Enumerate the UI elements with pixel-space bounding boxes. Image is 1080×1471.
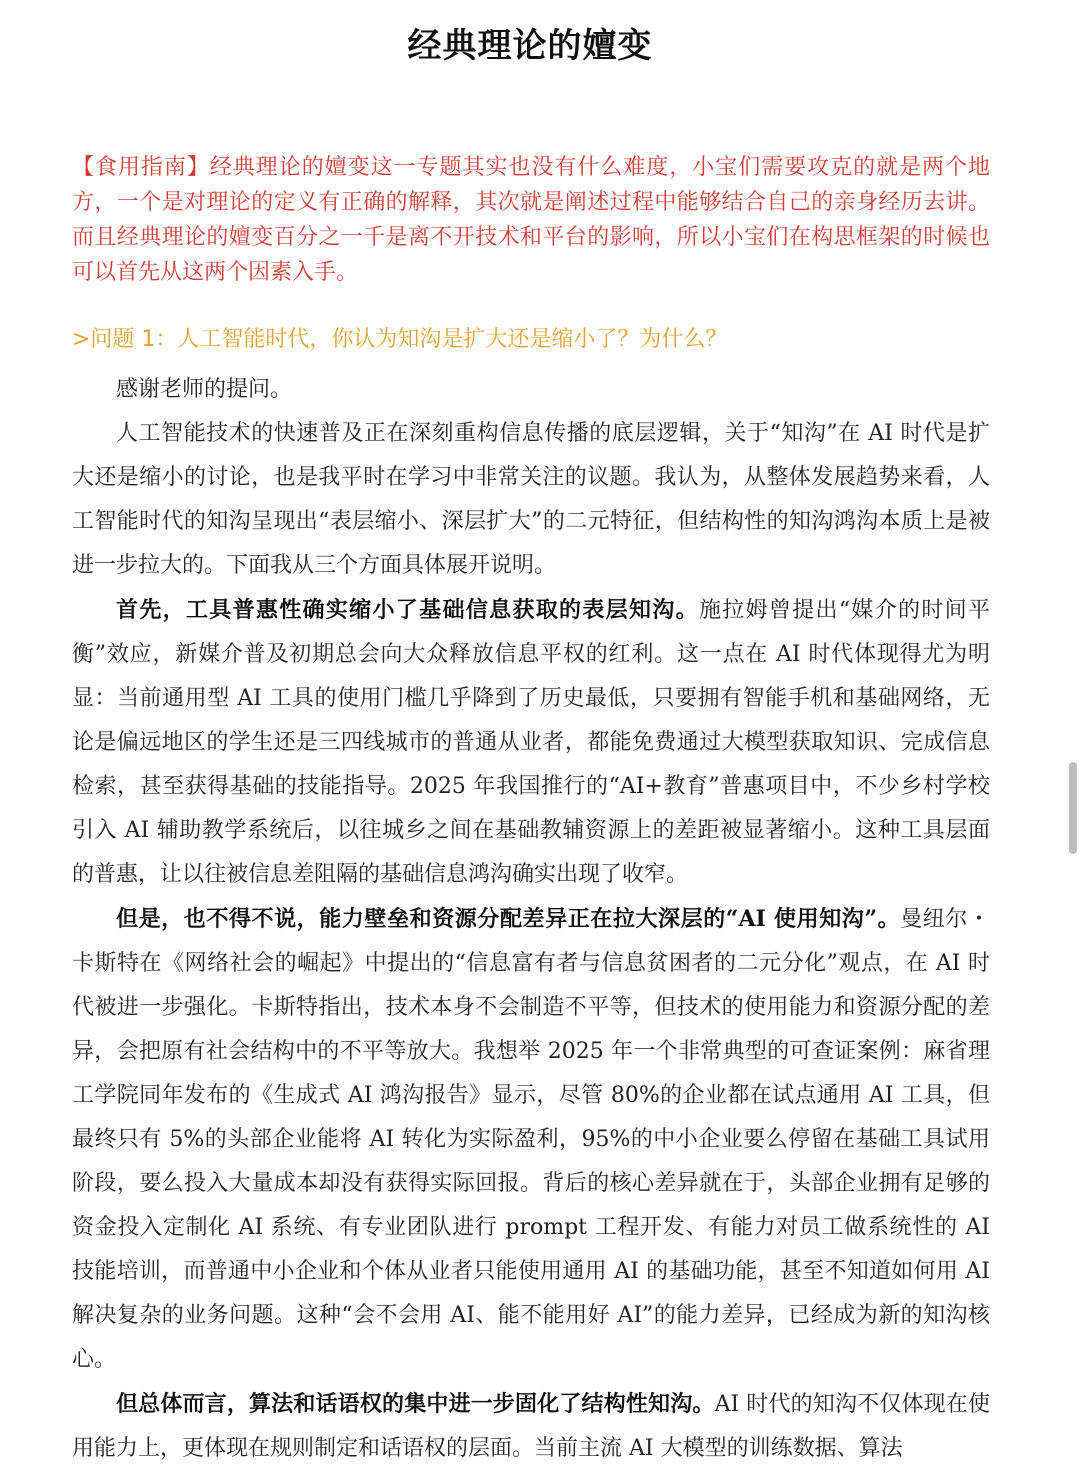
- answer-paragraph-4: [72, 897, 990, 1382]
- scrollbar-thumb[interactable]: [1069, 762, 1077, 854]
- answer-point-heading: 但总体而言，算法和话语权的集中进一步固化了结构性知沟。: [116, 1391, 715, 1417]
- answer-paragraph-2: [72, 412, 990, 588]
- answer-text: 人工智能技术的快速普及正在深刻重构信息传播的底层逻辑，关于“知沟”在 AI 时代是扩大还是缩小的讨论，也是我平时在学习中非常关注的议题。我认为，从整体发展趋势来看，人工智能时代的知沟呈现出“表层缩小、深层扩大”的二元特征，但结构性的知沟鸿沟本质上是被进一步拉大的。下面我从三个方面具体展开说明。: [72, 421, 990, 578]
- answer-text: AI 时代的知沟不仅体现在使用能力上，更体现在规则制定和话语权的层面。当前主流 AI 大模型的训练数据、算法: [72, 1392, 990, 1461]
- answer-text: 曼纽尔・卡斯特在《网络社会的崛起》中提出的“信息富有者与信息贫困者的二元分化”观点，在 AI 时代被进一步强化。卡斯特指出，技术本身不会制造不平等，但技术的使用能力和资源分配的差异，会把原有社会结构中的不平等放大。我想举 2025 年一个非常典型的可查证案例：麻省理工学院同年发布的《生成式 AI 鸿沟报告》显示，尽管 80%的企业都在试点通用 AI 工具，但最终只有 5%的头部企业能将 AI 转化为实际盈利，95%的中小企业要么停留在基础工具试用阶段，要么投入大量成本却没有获得实际回报。背后的核心差异就在于，头部企业拥有足够的资金投入定制化 AI 系统、有专业团队进行 prompt 工程开发、有能力对员工做系统性的 AI 技能培训，而普通中小企业和个体从业者只能使用通用 AI 的基础功能，甚至不知道如何用 AI 解决复杂的业务问题。这种“会不会用 AI、能不能用好 AI”的能力差异，已经成为新的知沟核心。: [72, 907, 990, 1372]
- answer-text: 感谢老师的提问。: [116, 377, 293, 402]
- answer-point-heading: 但是，也不得不说，能力壁垒和资源分配差异正在拉大深层的“AI 使用知沟”。: [116, 906, 901, 932]
- page-title: 经典理论的嬗变: [407, 26, 653, 66]
- answer-paragraph-5: [72, 1382, 990, 1471]
- question-heading: >问题 1：人工智能时代，你认为知沟是扩大还是缩小了？为什么？: [72, 327, 728, 352]
- answer-text: 施拉姆曾提出“媒介的时间平衡”效应，新媒介普及初期总会向大众释放信息平权的红利。这一点在 AI 时代体现得尤为明显：当前通用型 AI 工具的使用门槛几乎降到了历史最低，只要拥有智能手机和基础网络，无论是偏远地区的学生还是三四线城市的普通从业者，都能免费通过大模型获取知识、完成信息检索，甚至获得基础的技能指导。2025 年我国推行的“AI+教育”普惠项目中，不少乡村学校引入 AI 辅助教学系统后，以往城乡之间在基础教辅资源上的差距被显著缩小。这种工具层面的普惠，让以往被信息差阻隔的基础信息鸿沟确实出现了收窄。: [72, 598, 990, 887]
- answer-point-heading: 首先，工具普惠性确实缩小了基础信息获取的表层知沟。: [116, 597, 699, 623]
- answer-paragraph-1: [72, 368, 990, 412]
- guide-paragraph: 【食用指南】经典理论的嬗变这一专题其实也没有什么难度，小宝们需要攻克的就是两个地方，一个是对理论的定义有正确的解释，其次就是阐述过程中能够结合自己的亲身经历去讲。而且经典理论的嬗变百分之一千是离不开技术和平台的影响，所以小宝们在构思框架的时候也可以首先从这两个因素入手。: [72, 155, 990, 285]
- answer-paragraph-3: [72, 588, 990, 897]
- answer-body: [72, 368, 990, 1471]
